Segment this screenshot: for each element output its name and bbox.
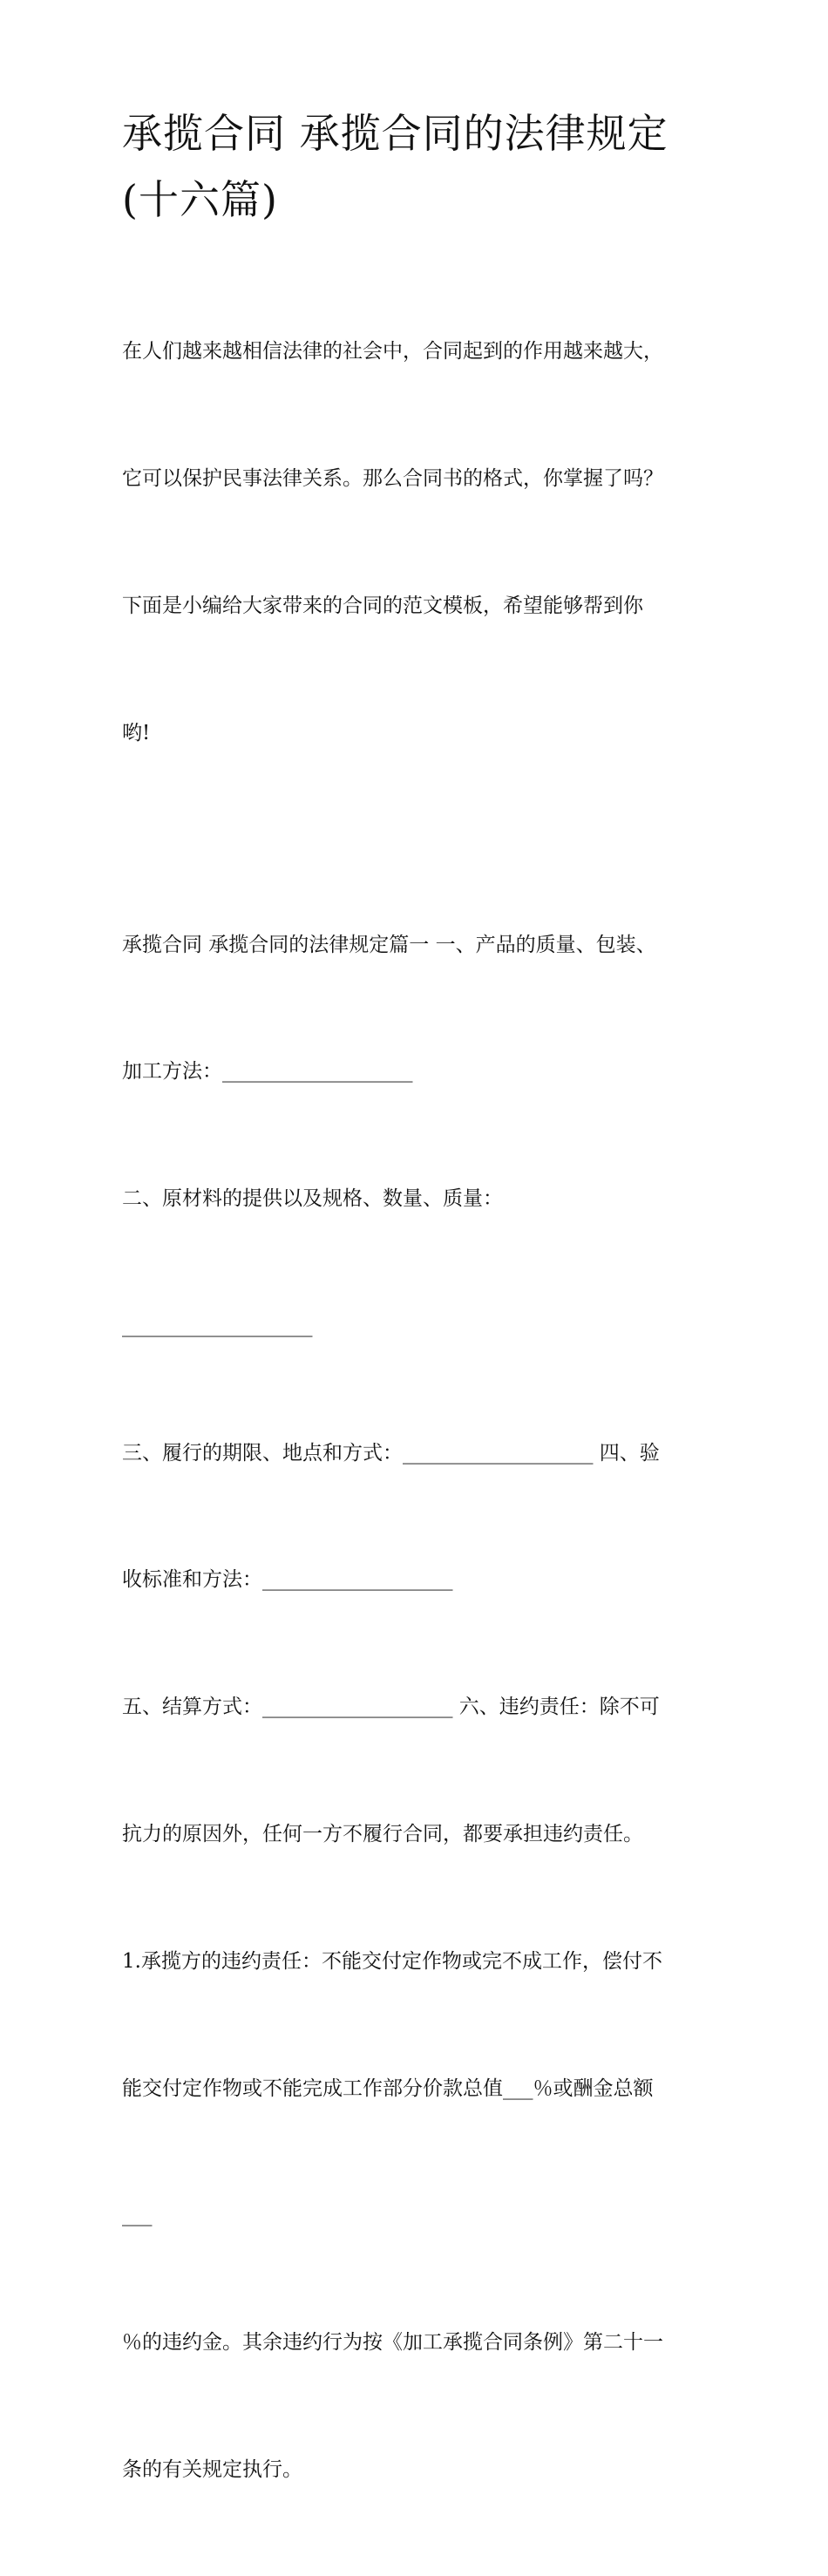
- text-line: 1.承揽方的违约责任：不能交付定作物或完不成工作，偿付不: [122, 1949, 662, 1973]
- document-title: [122, 100, 715, 233]
- text-line: 收标准和方法：___________________: [122, 1568, 453, 1592]
- text-line: 能交付定作物或不能完成工作部分价款总值___％或酬金总额: [122, 2076, 654, 2100]
- text-line: 条的有关规定执行。: [122, 2457, 302, 2481]
- text-line: 五、结算方式：___________________ 六、违约责任：除不可: [122, 1696, 660, 1719]
- text-line: 在人们越来越相信法律的社会中，合同起到的作用越来越大，: [122, 340, 663, 364]
- text-line: 二、原材料的提供以及规格、数量、质量：: [122, 1187, 503, 1211]
- text-line: 三、履行的期限、地点和方式：___________________ 四、验: [122, 1441, 660, 1465]
- text-line: ___________________: [122, 1314, 313, 1337]
- document-page: [122, 100, 715, 2576]
- text-line: ___: [122, 2204, 153, 2227]
- text-line: 抗力的原因外，任何一方不履行合同，都要承担违约责任。: [122, 1822, 643, 1845]
- text-line: 哟!: [122, 721, 151, 744]
- text-line: ％的违约金。其余违约行为按《加工承揽合同条例》第二十一: [122, 2331, 663, 2355]
- text-line: 加工方法：___________________: [122, 1060, 413, 1084]
- text-line: 下面是小编给大家带来的合同的范文模板，希望能够帮到你: [122, 594, 643, 617]
- text-line: 它可以保护民事法律关系。那么合同书的格式，你掌握了吗？: [122, 466, 663, 490]
- text-line: 承揽合同 承揽合同的法律规定篇一 一、产品的质量、包装、: [122, 933, 656, 956]
- title-line: 承揽合同 承揽合同的法律规定: [122, 110, 669, 157]
- title-line: (十六篇): [122, 176, 278, 223]
- contract-body: [122, 839, 715, 2575]
- intro-paragraph: [122, 246, 715, 839]
